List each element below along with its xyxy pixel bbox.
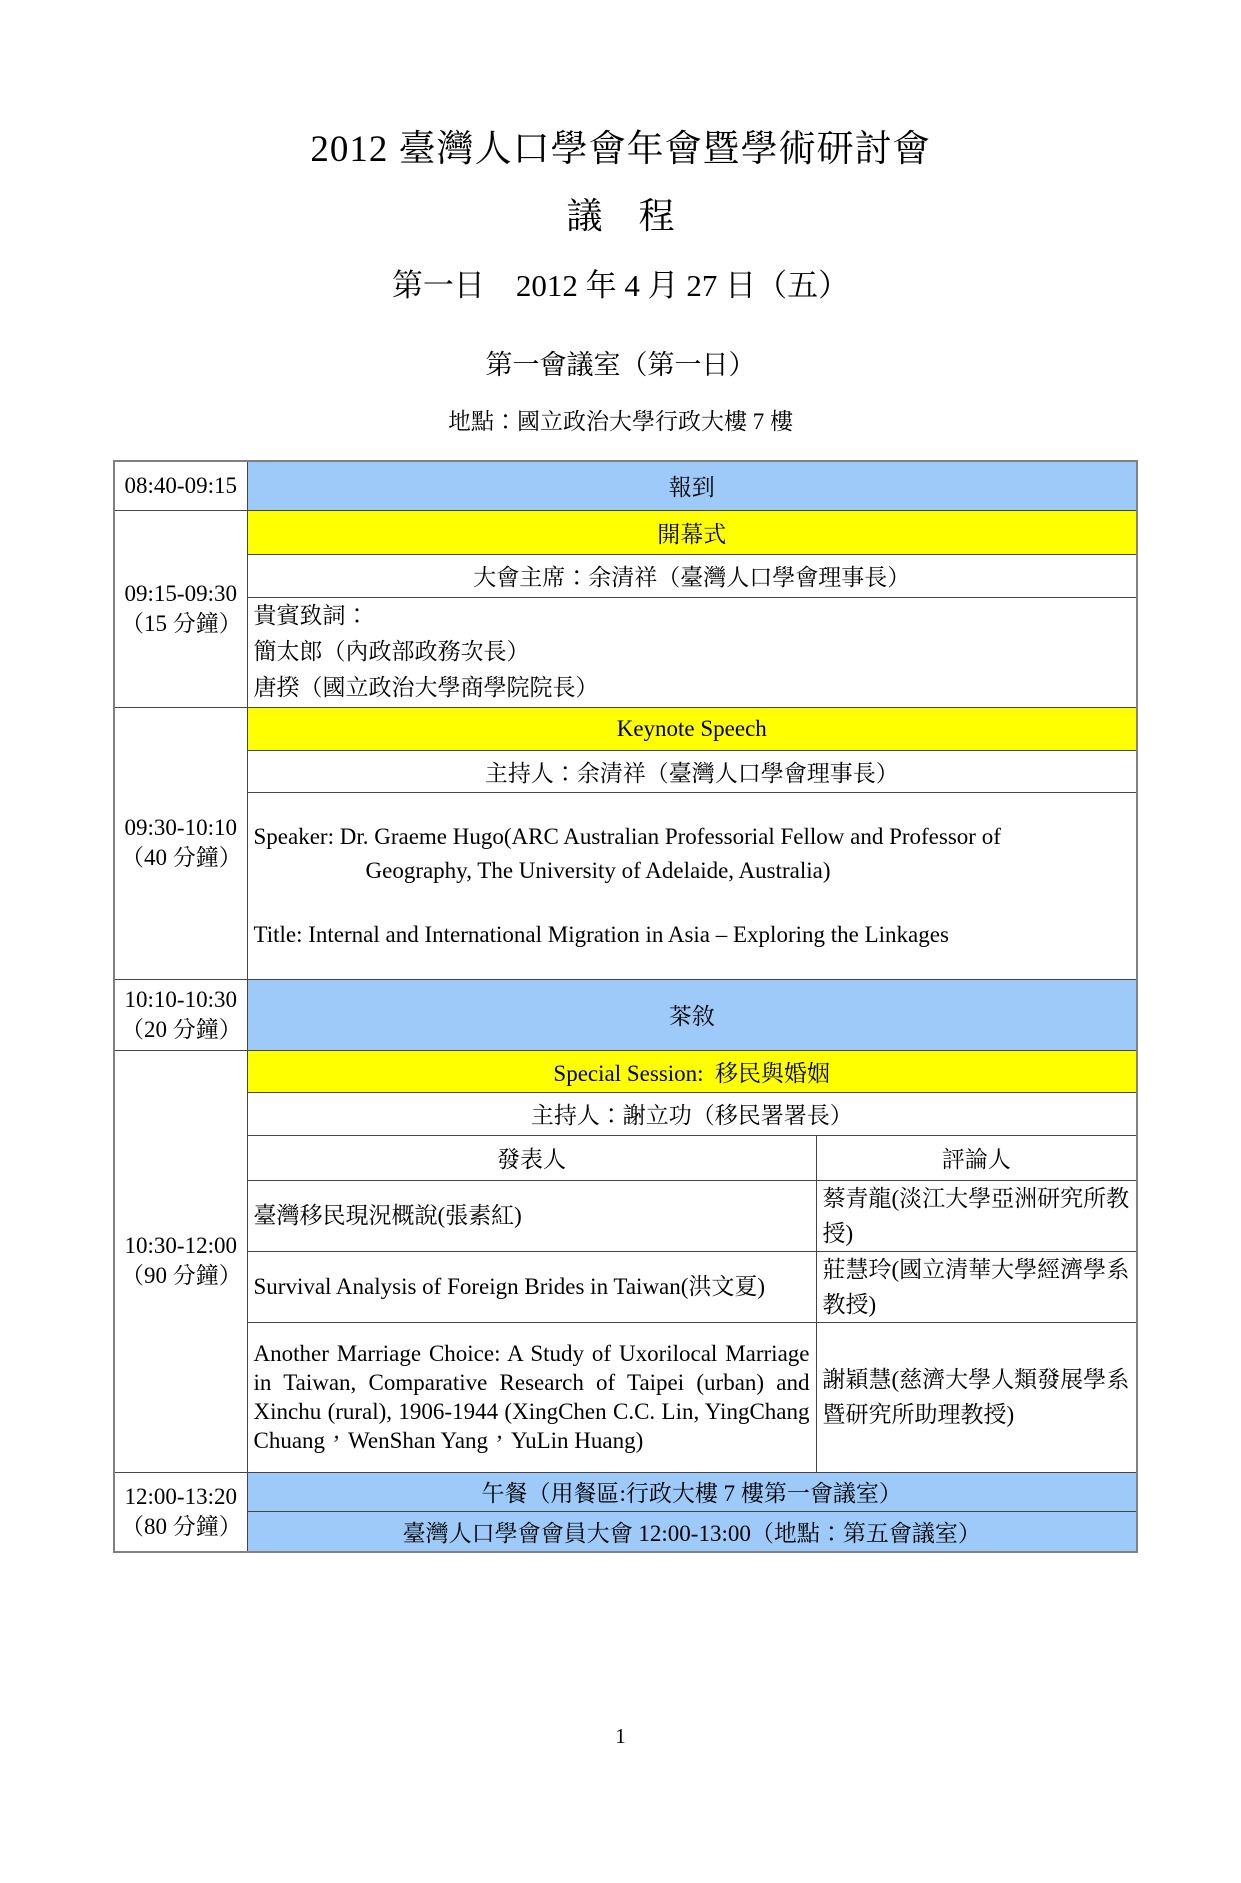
time-duration: （90 分鐘）: [121, 1263, 242, 1288]
talk-title: Title: Internal and International Migration in Asia – Exploring the Linkages: [253, 921, 949, 947]
time-cell: [114, 979, 247, 1050]
speaker-line: Speaker: Dr. Graeme Hugo(ARC Australian Professorial Fellow and Professor of: [253, 823, 1001, 849]
presenter-cell: 臺灣移民現況概說(張素紅): [247, 1180, 816, 1251]
time-range: 10:30-12:00: [124, 1233, 237, 1258]
block-lunch: [114, 1472, 1137, 1511]
papers-header-row: [114, 1135, 1137, 1180]
document-heading: [0, 128, 1241, 436]
session-banner-tea: 茶敘: [247, 979, 1137, 1050]
time-duration: （40 分鐘）: [121, 845, 242, 870]
commenter-cell: 蔡青龍(淡江大學亞洲研究所教授): [816, 1180, 1137, 1251]
schedule-table: [113, 460, 1138, 1553]
page-subtitle: 議 程: [566, 196, 675, 236]
time-duration: （15 分鐘）: [121, 610, 242, 636]
guest-remarks: [247, 597, 1137, 707]
paper-row: [114, 1180, 1137, 1251]
session-banner-opening: 開幕式: [247, 510, 1137, 554]
papers-header-presenter: 發表人: [247, 1135, 816, 1180]
block-keynote: [114, 707, 1137, 750]
lunch-line-2: 臺灣人口學會會員大會 12:00-13:00（地點：第五會議室）: [247, 1511, 1137, 1552]
presenter-cell: Survival Analysis of Foreign Brides in Taiwan(洪文夏): [247, 1251, 816, 1322]
commenter-cell: 莊慧玲(國立清華大學經濟學系教授): [816, 1251, 1137, 1322]
time-range: 10:10-10:30: [124, 986, 237, 1012]
lunch-line-1: 午餐（用餐區:行政大樓 7 樓第一會議室）: [247, 1472, 1137, 1511]
day-heading: 第一日 2012 年 4 月 27 日（五）: [391, 268, 850, 303]
time-range: 12:00-13:20: [124, 1483, 237, 1509]
block-registration: [114, 461, 1137, 510]
guest-remarks-title: 貴賓致詞：: [253, 603, 369, 628]
paper-row: [114, 1322, 1137, 1472]
time-range: 08:40-09:15: [124, 472, 237, 498]
session-banner-keynote: Keynote Speech: [247, 707, 1137, 750]
page-title: 2012 臺灣人口學會年會暨學術研討會: [310, 129, 931, 170]
chair-line: 主持人：謝立功（移民署署長）: [247, 1092, 1137, 1135]
time-cell: [114, 510, 247, 707]
time-range: 09:30-10:10: [124, 815, 237, 840]
spacer: [254, 888, 1131, 918]
page-number: 1: [615, 1724, 626, 1748]
block-opening: [114, 510, 1137, 554]
time-duration: （20 分鐘）: [121, 1016, 242, 1042]
chair-line: 大會主席：余清祥（臺灣人口學會理事長）: [247, 554, 1137, 597]
speaker-line-continued: Geography, The University of Adelaide, Australia): [365, 857, 831, 883]
time-cell: [114, 461, 247, 510]
location-line: 地點：國立政治大學行政大樓 7 樓: [448, 409, 793, 434]
time-range: 09:15-09:30: [124, 580, 237, 606]
chair-line: 主持人：余清祥（臺灣人口學會理事長）: [247, 750, 1137, 792]
time-cell: [114, 707, 247, 979]
room-heading: 第一會議室（第一日）: [485, 350, 756, 380]
time-duration: （80 分鐘）: [121, 1513, 242, 1539]
papers-header-commenter: 評論人: [816, 1135, 1137, 1180]
block-special-session: [114, 1050, 1137, 1092]
session-banner-registration: 報到: [247, 461, 1137, 510]
guest-speaker: 簡太郎（內政部政務次長）: [253, 639, 530, 664]
keynote-details: [247, 792, 1137, 979]
time-cell: [114, 1050, 247, 1472]
paper-row: [114, 1251, 1137, 1322]
block-tea-break: [114, 979, 1137, 1050]
commenter-cell: 謝穎慧(慈濟大學人類發展學系暨研究所助理教授): [816, 1322, 1137, 1472]
guest-speaker: 唐揆（國立政治大學商學院院長）: [253, 675, 599, 700]
presenter-cell: Another Marriage Choice: A Study of Uxorilocal Marriage in Taiwan, Comparative Research of Taipei (urban) and Xinchu (rural), 1906-1944 (XingChen C.C. Lin, YingChang Chuang，WenShan Yang，YuLin Huang): [247, 1322, 816, 1472]
time-cell: [114, 1472, 247, 1552]
session-banner-special: Special Session: 移民與婚姻: [247, 1050, 1137, 1092]
